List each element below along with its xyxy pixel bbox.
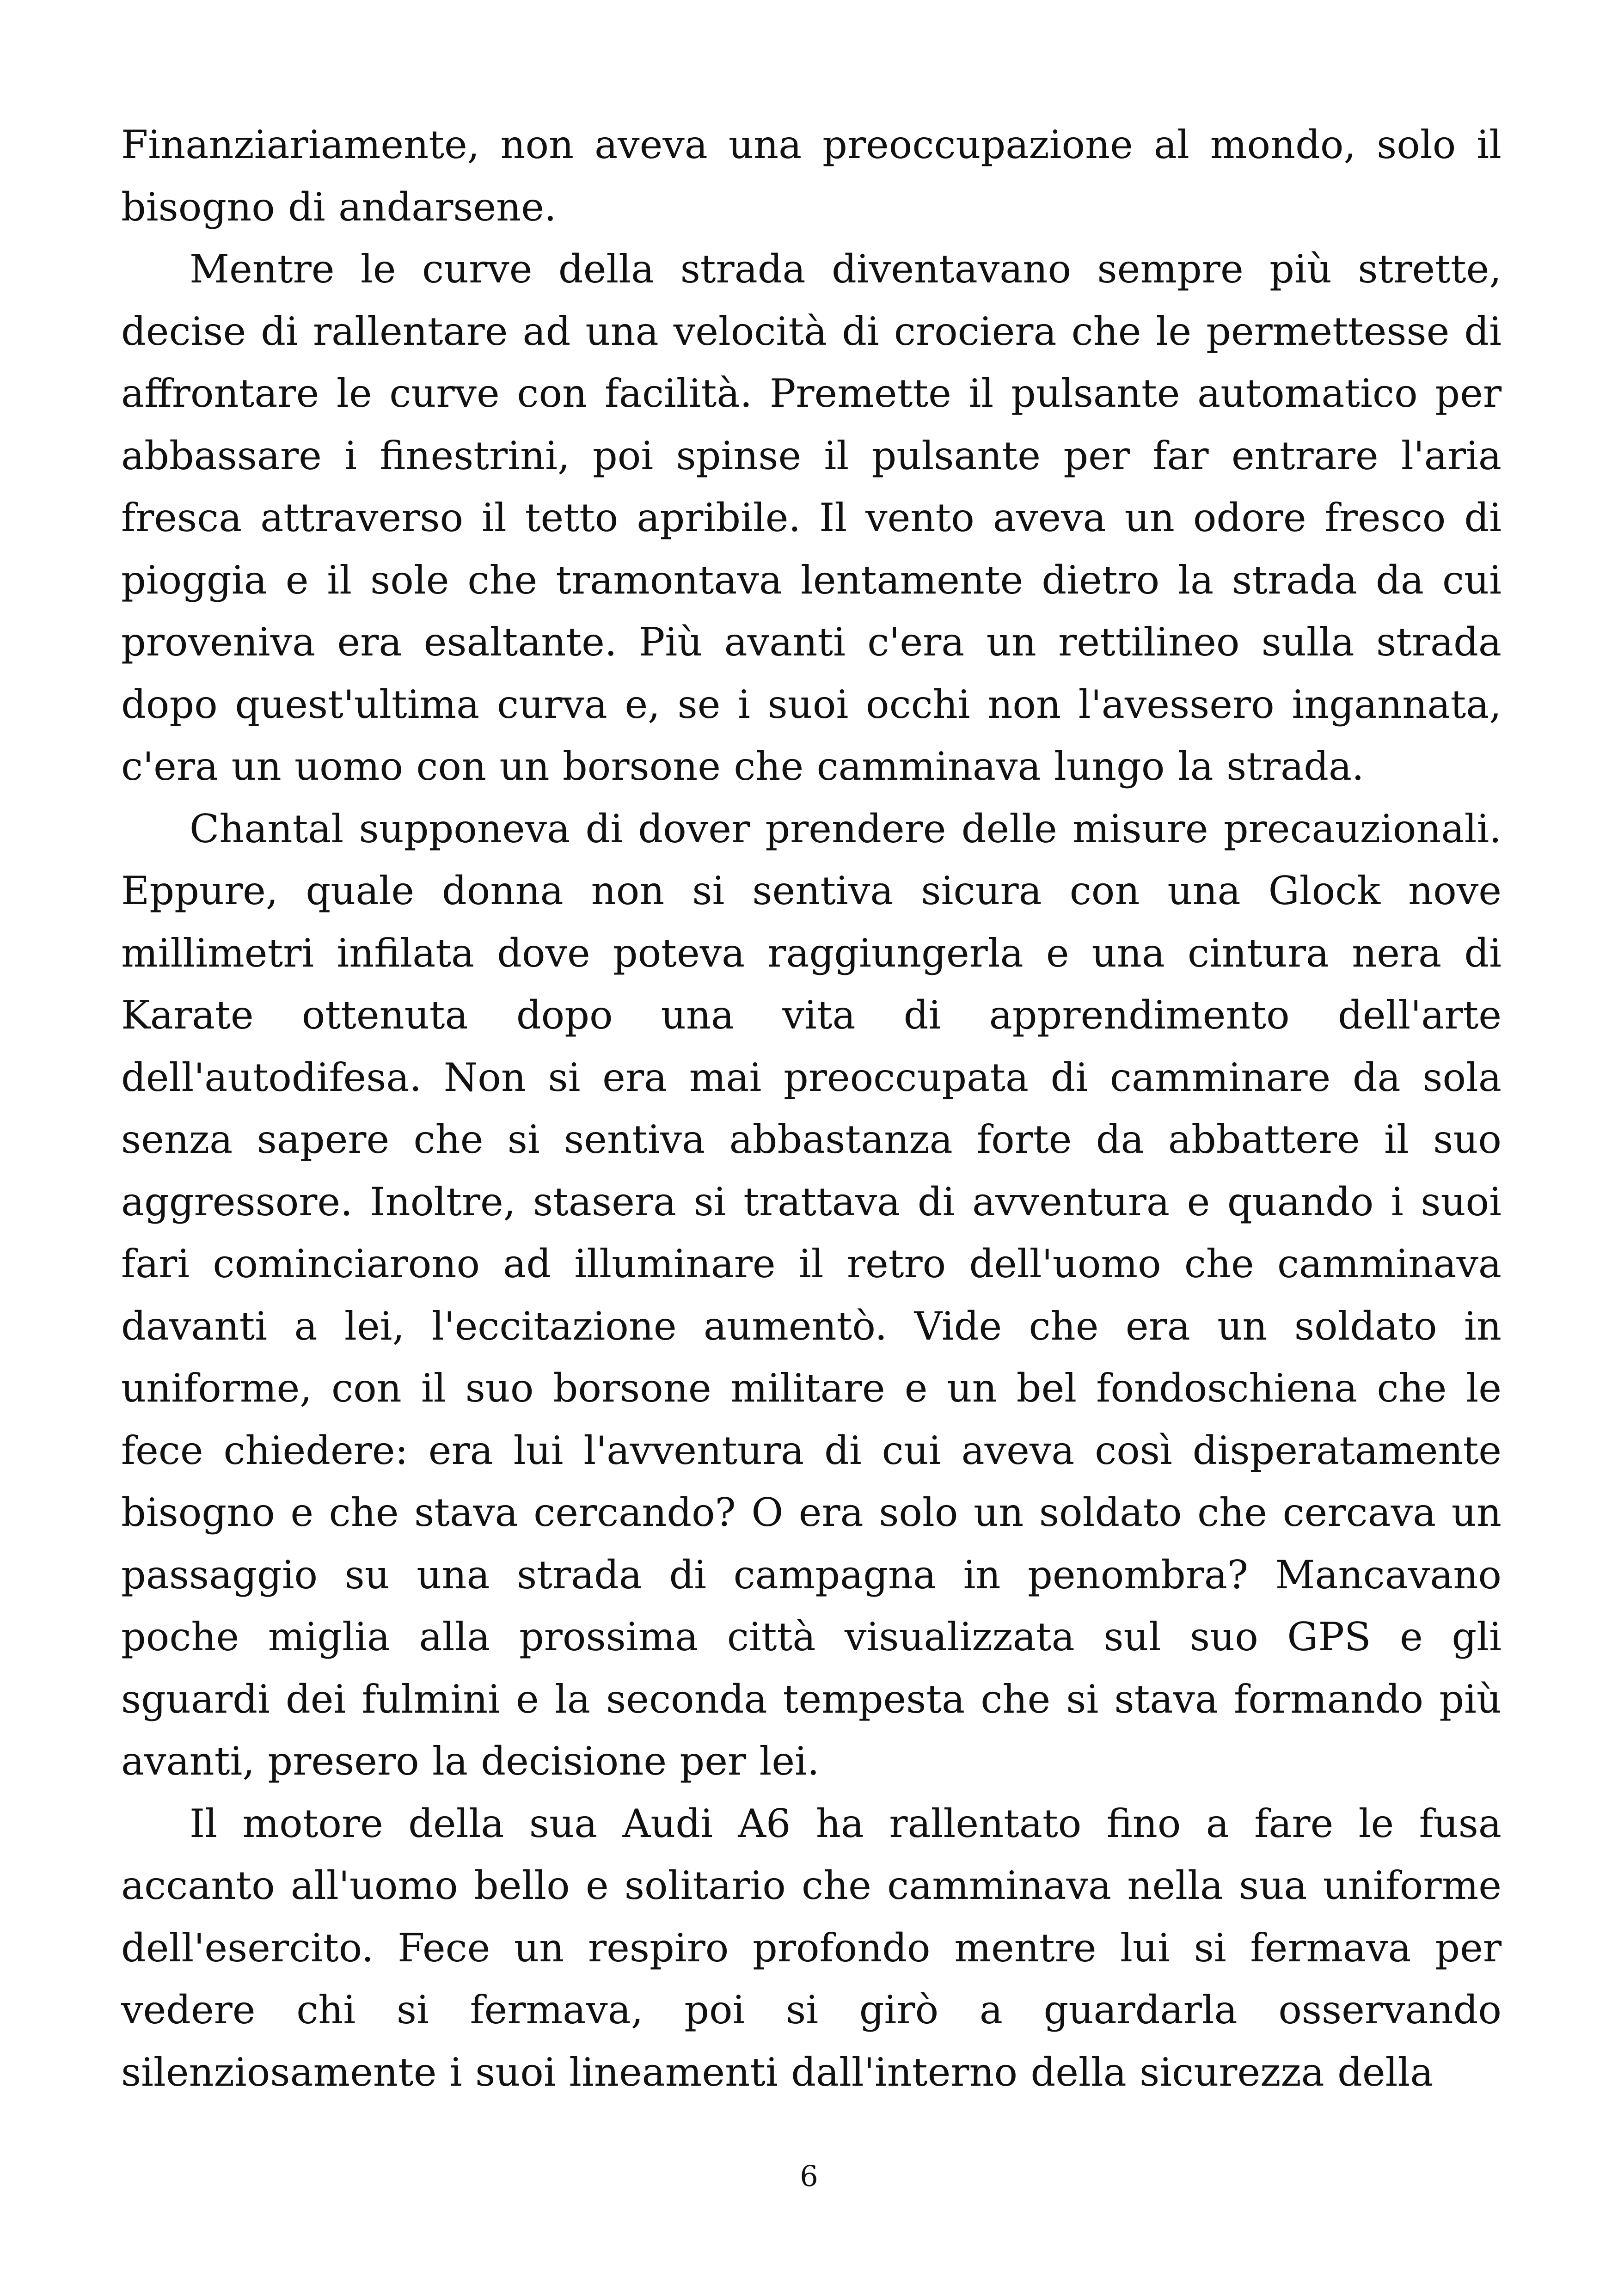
paragraph-1: Finanziariamente, non aveva una preoccupazione al mondo, solo il bisogno di andarsene.: [121, 122, 1502, 230]
paragraph-2: Mentre le curve della strada diventavano sempre più strette, decise di rallentare ad una velocità di crociera che le permettesse di affrontare le curve con facilità. Premette il pulsante automatico per abbassare i finestrini, poi spinse il pulsante per far entrare l'aria fresca attraverso il tetto apribile. Il vento aveva un odore fresco di pioggia e il sole che tramontava lentamente dietro la strada da cui proveniva era esaltante. Più avanti c'era un rettilineo sulla strada dopo quest'ultima curva e, se i suoi occhi non l'avessero ingannata, c'era un uomo con un borsone che camminava lungo la strada.: [121, 246, 1502, 789]
body-text: [121, 114, 1502, 2103]
paragraph-4: Il motore della sua Audi A6 ha rallentato fino a fare le fusa accanto all'uomo bello e solitario che camminava nella sua uniforme dell'esercito. Fece un respiro profondo mentre lui si fermava per vedere chi si fermava, poi si girò a guardarla osservando silenziosamente i suoi lineamenti dall'interno della sicurezza della: [121, 1800, 1502, 2095]
paragraph-3: Chantal supponeva di dover prendere delle misure precauzionali. Eppure, quale donna non si sentiva sicura con una Glock nove millimetri infilata dove poteva raggiungerla e una cintura nera di Karate ottenuta dopo una vita di apprendimento dell'arte dell'autodifesa. Non si era mai preoccupata di camminare da sola senza sapere che si sentiva abbastanza forte da abbattere il suo aggressore. Inoltre, stasera si trattava di avventura e quando i suoi fari cominciarono ad illuminare il retro dell'uomo che camminava davanti a lei, l'eccitazione aumentò. Vide che era un soldato in uniforme, con il suo borsone militare e un bel fondoschiena che le fece chiedere: era lui l'avventura di cui aveva così disperatamente bisogno e che stava cercando? O era solo un soldato che cercava un passaggio su una strada di campagna in penombra? Mancavano poche miglia alla prossima città visualizzata sul suo GPS e gli sguardi dei fulmini e la seconda tempesta che si stava formando più avanti, presero la decisione per lei.: [121, 806, 1502, 1784]
page-number: 6: [800, 2159, 818, 2193]
